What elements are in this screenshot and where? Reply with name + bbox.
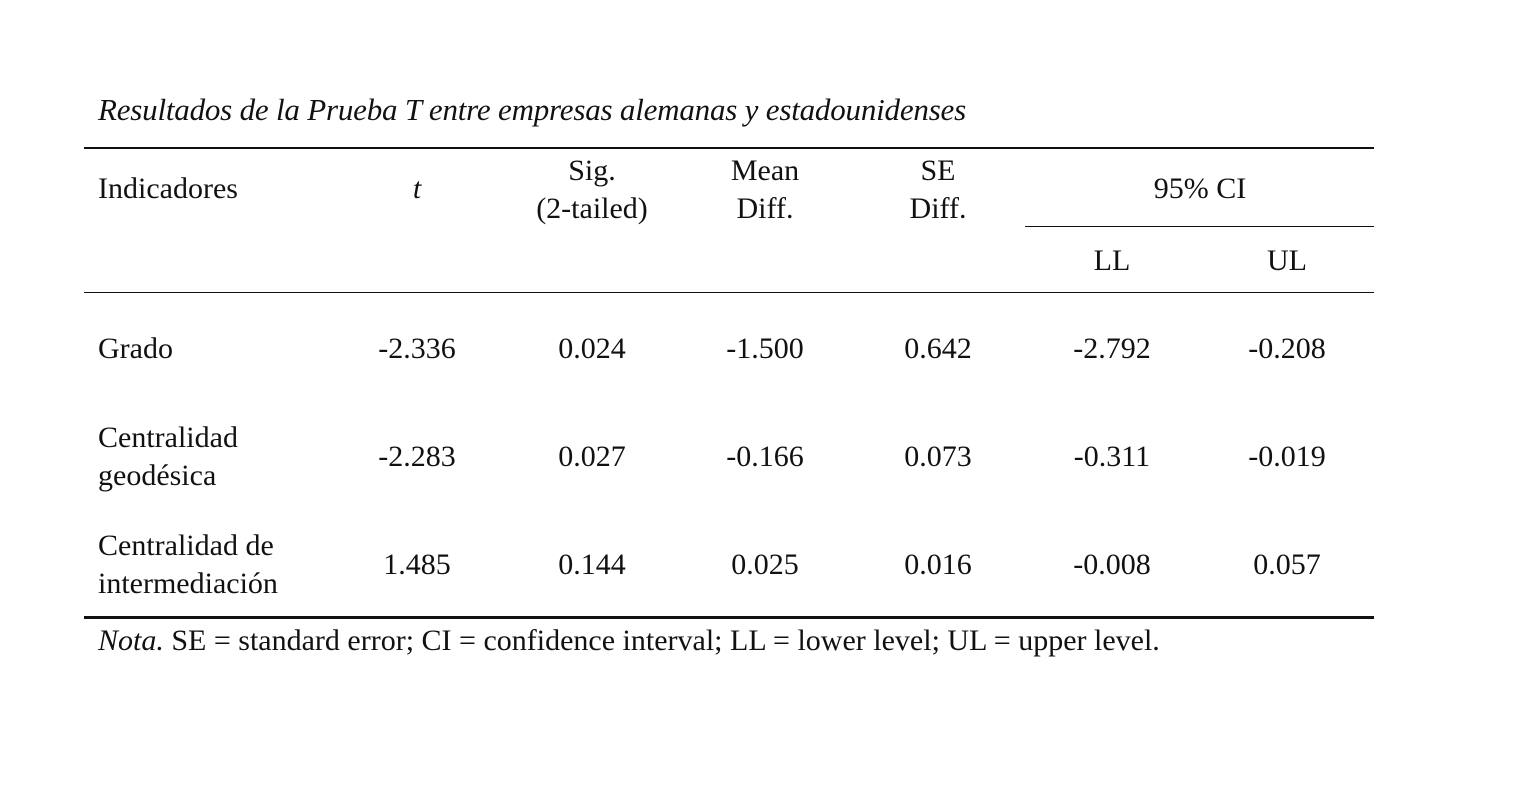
row-label — [98, 419, 238, 495]
header-se-line2: Diff. — [909, 192, 967, 225]
ci-rule — [1025, 226, 1374, 227]
row-label: Grado — [98, 332, 173, 365]
cell-t: 1.485 — [383, 548, 451, 581]
bottom-rule — [84, 616, 1374, 619]
header-t: t — [412, 172, 422, 205]
cell-mean-diff: -1.500 — [726, 332, 804, 365]
cell-t: -2.283 — [378, 440, 456, 473]
note-lead: Nota. — [98, 624, 164, 657]
header-mean-diff — [731, 152, 799, 228]
cell-sig: 0.024 — [558, 332, 626, 365]
header-se-line1: SE — [920, 154, 956, 187]
header-ll: LL — [1093, 244, 1131, 277]
cell-ll: -2.792 — [1073, 332, 1151, 365]
row-label-line2: geodésica — [98, 459, 217, 492]
table-caption: Resultados de la Prueba T entre empresas alemanas y estadounidenses — [98, 92, 966, 127]
row-label-line1: Centralidad de — [98, 529, 274, 562]
header-indicadores: Indicadores — [98, 172, 238, 205]
cell-ll: -0.311 — [1073, 440, 1151, 473]
header-rule — [84, 292, 1374, 293]
header-sig-line1: Sig. — [568, 154, 616, 187]
cell-sig: 0.027 — [558, 440, 626, 473]
cell-mean-diff: 0.025 — [731, 548, 799, 581]
cell-se-diff: 0.642 — [904, 332, 972, 365]
table-note — [98, 622, 1160, 660]
header-sig — [536, 152, 648, 228]
cell-t: -2.336 — [378, 332, 456, 365]
cell-ll: -0.008 — [1073, 548, 1151, 581]
note-text: SE = standard error; CI = confidence interval; LL = lower level; UL = upper level. — [163, 624, 1160, 657]
header-sig-line2: (2-tailed) — [536, 192, 648, 225]
row-label-line2: intermediación — [98, 567, 278, 600]
top-rule — [84, 147, 1374, 149]
cell-mean-diff: -0.166 — [726, 440, 804, 473]
header-mean-line2: Diff. — [736, 192, 794, 225]
cell-ul: -0.019 — [1248, 440, 1326, 473]
header-ci: 95% CI — [1153, 172, 1247, 205]
cell-se-diff: 0.016 — [904, 548, 972, 581]
header-mean-line1: Mean — [730, 154, 800, 187]
header-ul: UL — [1267, 244, 1307, 277]
cell-ul: -0.208 — [1248, 332, 1326, 365]
cell-sig: 0.144 — [558, 548, 626, 581]
row-label — [98, 527, 278, 603]
row-label-line1: Centralidad — [98, 421, 238, 454]
cell-ul: 0.057 — [1253, 548, 1321, 581]
header-se-diff — [910, 152, 967, 228]
cell-se-diff: 0.073 — [904, 440, 972, 473]
